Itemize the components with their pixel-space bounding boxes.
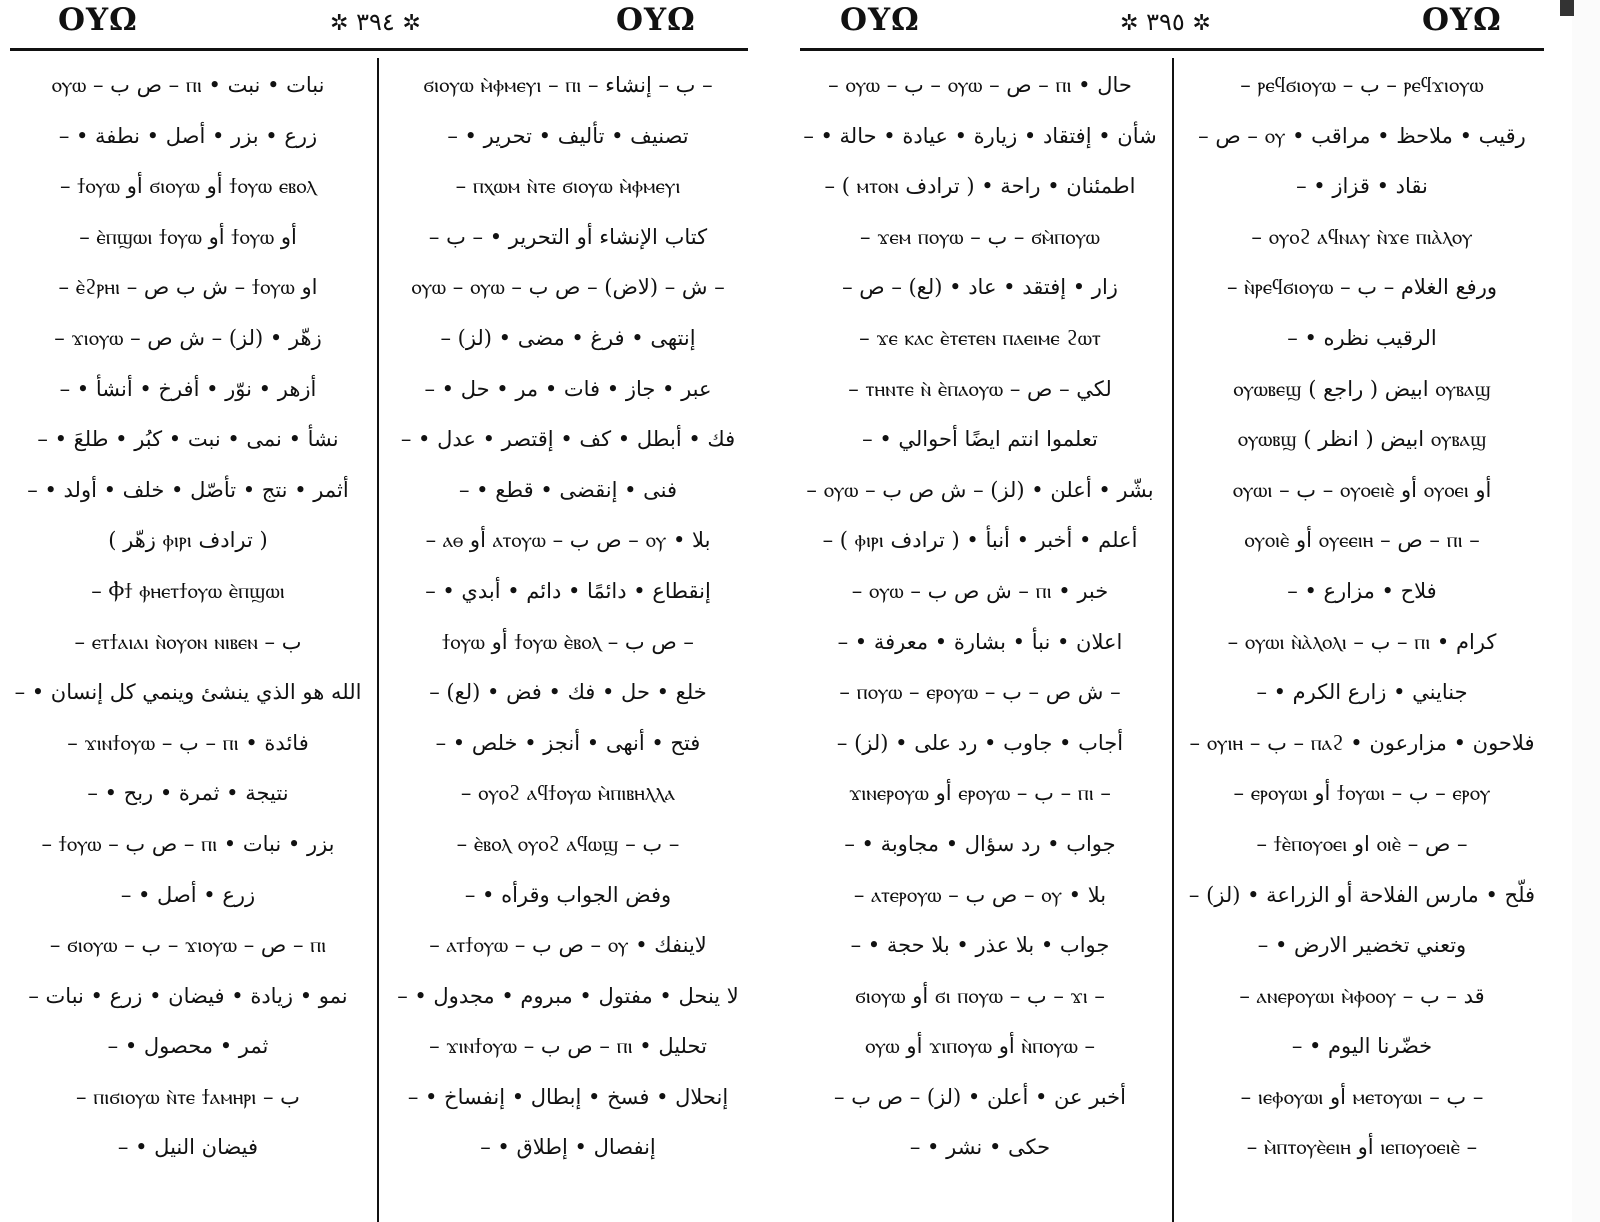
running-headword-right: ΟΥΩ [1422,2,1502,38]
column-divider [377,58,379,1222]
entry-line: ⲟⲩⲟⲓⲉ̀ أو ⲟⲩⲉⲉⲓⲏ – ص – ⲡⲓ – [1244,528,1480,553]
entry-line: أثمر • نتج • تأصّل • خلف • أولد • – [27,477,349,502]
entry-line: – ⲉ̀ⲃⲟⲗ ⲟⲩⲟϩ ⲁϥⲱϣ – ب – [456,831,680,856]
entry-line: فلّح • مارس الفلاحة أو الزراعة • (لز) – [1188,882,1536,907]
entry-line: ⲟⲩⲱⲃⲉϣ ( راجع ) ابيض ⲟⲩⲃⲁϣ [1233,376,1491,401]
header-rule [10,48,748,51]
entry-line: أخبر عن • أعلن • (لز) – ص ب – [834,1084,1126,1109]
entry-line: أو ⲟⲩⲟⲉⲓ أو ⲟⲩⲟⲉⲓⲉ̀ – ب – ⲟⲩⲱⲓ [1232,477,1492,502]
entry-line: – Ⲫϯ ⲫⲏⲉⲧϯⲟⲩⲱ ⲉ̀ⲡϣⲱⲓ [91,578,285,603]
entry-line: – ب – ⲙⲉⲧⲟⲩⲱⲓ أو ⲓⲉⲫⲟⲩⲱⲓ – [1240,1084,1484,1109]
entry-line: – ⲙ̀ⲡⲧⲟⲩⲉ̀ⲉⲓⲏ أو ⲓⲉⲡⲟⲩⲟⲉⲓⲉ̀ – [1246,1135,1478,1160]
column-inner [388,60,748,1173]
header-rule [800,48,1544,51]
entry-line: حكى • نشر • – [909,1135,1051,1160]
entry-line: ⲟⲩⲱ – ⲟⲩⲱ – ش – (لاض) – ص ب – [411,275,725,300]
column-outer [1182,60,1542,1173]
entry-line: نقاد • قزاز • – [1296,174,1428,199]
entry-line: إنقطاع • دائمًا • دائم • أبدي • – [425,578,711,603]
entry-line: لاينفك • ⲟⲩ – ص ب – ⲁⲧϯⲟⲩⲱ – [429,933,707,958]
entry-line: أجاب • جاوب • رد على • (لز) – [836,730,1124,755]
entry-line: فلاحون • مزارعون • ⲡⲁϩ – ب – ⲟⲩⲓⲏ – [1189,730,1535,755]
entry-line: خلع • حل • فك • فض • (لع) – [429,680,707,705]
ornament-icon: ✲ [402,11,421,36]
entry-line: الرقيب نظره • – [1287,325,1437,350]
entry-line: اطمئنان • راحة • ( ترادف ⲙⲧⲟⲛ ) – [824,174,1136,199]
entry-line: شأن • إفتقاد • زيارة • عيادة • حالة • – [803,123,1157,148]
entry-line: – ص – ⲟⲓⲉ̀ او ϯⲉ̀ⲡⲟⲩⲟⲉⲓ – [1256,831,1468,856]
entry-line: – ش ص – ب – ⲡⲟⲩⲱ – ⲉⲣⲟⲩⲱ – [839,680,1121,705]
entry-line: – ⲡⲭⲱⲙ ⲛ̀ⲧⲉ ϭⲓⲟⲩⲱ ⲙ̀ⲫⲙⲉⲩⲓ [455,174,681,199]
ornament-icon: ✲ [330,11,349,36]
entry-line: ثمر • محصول • – [107,1034,269,1059]
scan-edge-mark [1560,0,1574,16]
entry-line: نشأ • نمى • نبت • كبُر • طلعَ • – [37,427,339,452]
scan-margin [1572,0,1600,1222]
entry-line: جواب • رد سؤال • مجاوبة • – [844,831,1116,856]
entry-line: قد – ب – ⲁⲛⲉⲣⲟⲩⲱⲓ ⲙ̀ⲫⲟⲟⲩ – [1239,983,1485,1008]
entry-line: أزهر • نوّر • أفرخ • أنشأ • – [59,376,317,401]
page-header [0,2,760,46]
entry-line: حال • ⲡⲓ – ص – ⲟⲩⲱ – ب – ⲟⲩⲱ – [828,73,1132,97]
entry-line: – ⲉⲧϯⲁⲓⲁⲓ ⲛ̀ⲟⲩⲟⲛ ⲛⲓⲃⲉⲛ – ب [74,629,302,654]
entry-line: او ϯⲟⲩⲱ – ش ب ص – ⲉ̀ϩⲣⲏⲓ – [58,275,318,300]
entry-line: ϭⲓⲟⲩⲱ ⲙ̀ⲫⲙⲉⲩⲓ – ⲡⲓ – ب – إنشاء – [423,73,713,97]
page-header [800,2,1560,46]
entry-line: ϯⲟⲩⲱ أو ϯⲟⲩⲱ ⲉ̀ⲃⲟⲗ – ص ب – [442,629,694,654]
entry-line: فنى • إنقضى • قطع • – [458,477,678,502]
entry-line: نمو • زيادة • فيضان • زرع • نبات – [28,983,348,1008]
entry-line: زرع • بزر • أصل • نطفة • – [58,123,318,148]
entry-line: نتيجة • ثمرة • ربح • – [87,781,289,806]
entry-line: فتح • أنهى • أنجز • خلص • – [435,730,701,755]
right-page [800,0,1560,1222]
column-divider [1172,58,1174,1222]
entry-line: تعلموا انتم ايضًا أحوالي • – [862,427,1098,452]
entry-line: ⲟⲩⲱⲃϣ ( انظر ) ابيض ⲟⲩⲃⲁϣ [1237,427,1487,452]
entry-line: – ϫⲉⲙ ⲡⲟⲩⲱ – ب – ϭⲙ̀ⲡⲟⲩⲱ [860,224,1100,249]
entry-line: – ⲉⲣⲟⲩⲱⲓ أو ϯⲟⲩⲱⲓ – ب – ⲉⲣⲟⲩ [1233,781,1491,806]
entry-line: فلاح • مزارع • – [1287,578,1437,603]
entry-line: عبر • جاز • فات • مر • حل • – [424,376,712,401]
entry-line: إنفصال • إطلاق • – [480,1135,656,1160]
entry-line: زار • إفتقد • عاد • (لع) – ص – [842,275,1118,300]
entry-line: تصنيف • تأليف • تحرير • – [447,123,689,148]
entry-line: ورفع الغلام – ب – ⲛ̀ⲣⲉϥϭⲓⲟⲩⲱ – [1226,275,1497,300]
entry-line: اعلان • نبأ • بشارة • معرفة • – [837,629,1123,654]
entry-line: أو ϯⲟⲩⲱ أو ⲉ̀ⲡϣⲱⲓ ϯⲟⲩⲱ – [79,224,297,249]
page-number: ✲ ٣٩٤ ✲ [330,8,421,36]
entry-line: ⲟⲩⲱ أو ϫⲓⲡⲟⲩⲱ أو ⲛ̀ⲡⲟⲩⲱ – [864,1034,1096,1059]
entry-line: فك • أبطل • كف • إقتصر • عدل • – [400,427,736,452]
entry-line: كتاب الإنشاء أو التحرير • – ب – [428,224,708,249]
entry-line: ϭⲓⲟⲩⲱ أو ϭⲓ ⲡⲟⲩⲱ – ب – ϫⲓ – [855,983,1105,1008]
entry-line: جنايني • زارع الكرم • – [1256,680,1468,705]
entry-line: زرع • أصل • – [120,882,256,907]
entry-line: – ⲟⲩⲟϩ ⲁϥⲛⲁⲩ ⲛ̀ϫⲉ ⲡⲓⲁ̀ⲗⲟⲩ [1251,224,1473,249]
entry-line: إنحلال • فسخ • إبطال • إنفساخ • – [407,1084,729,1109]
column-inner [800,60,1160,1173]
entry-line: خضّرنا اليوم • – [1291,1034,1433,1059]
entry-line: – ϫⲉ ⲕⲁⲥ ⲉ̀ⲧⲉⲧⲉⲛ ⲡⲁⲉⲓⲙⲉ ϩⲱⲧ [859,325,1101,350]
entry-line: لا ينحل • مفتول • مبروم • مجدول • – [397,983,739,1008]
entry-line: بلا • ⲟⲩ – ص ب – ⲁⲧⲟⲩⲱ أو ⲁⲑ – [425,528,711,553]
entry-line: رقيب • ملاحظ • مراقب • ⲟⲩ – ص – [1198,123,1526,148]
entry-line: أعلم • أخبر • أنبأ • ( ترادف ⲫⲓⲣⲓ ) – [822,528,1138,553]
left-page [0,0,760,1222]
entry-line: نبات • نبت • ⲡⲓ – ص ب – ⲟⲩⲱ [51,73,325,97]
entry-line: فيضان النيل • – [117,1135,259,1160]
column-outer [8,60,368,1173]
entry-line: بلا • ⲟⲩ – ص ب – ⲁⲧⲉⲣⲟⲩⲱ – [853,882,1107,907]
entry-line: ( ترادف ⲫⲓⲣⲓ زهّر ) [108,528,268,553]
entry-line: – ⲡⲓϭⲓⲟⲩⲱ ⲛ̀ⲧⲉ ϯⲁⲙⲏⲣⲓ – ب [76,1084,300,1109]
entry-line: جواب • بلا عذر • بلا حجة • – [850,933,1110,958]
entry-line: خبر • ⲡⲓ – ش ص ب – ⲟⲩⲱ – [851,578,1109,603]
entry-line: – ϭⲓⲟⲩⲱ – ب – ϫⲓⲟⲩⲱ – ص – ⲡⲓ [49,933,327,958]
entry-line: – ϯⲟⲩⲱ أو ϭⲓⲟⲩⲱ أو ϯⲟⲩⲱ ⲉⲃⲟⲗ [60,174,316,199]
entry-line: ϫⲓⲛⲉⲣⲟⲩⲱ أو ⲉⲣⲟⲩⲱ – ب – ⲡⲓ – [849,781,1111,806]
entry-line: إنتهى • فرغ • مضى • (لز) – [440,325,696,350]
ornament-icon: ✲ [1120,11,1139,36]
running-headword-right: ΟΥΩ [616,2,696,38]
entry-line: زهّر • (لز) – ش ص – ϫⲓⲟⲩⲱ – [54,325,322,350]
entry-line: فائدة • ⲡⲓ – ب – ϫⲓⲛϯⲟⲩⲱ – [67,730,309,755]
entry-line: – ⲣⲉϥϭⲓⲟⲩⲱ – ب – ⲣⲉϥϫⲓⲟⲩⲱ [1240,73,1484,97]
page-number: ✲ ٣٩٥ ✲ [1120,8,1211,36]
entry-line: كرام • ⲡⲓ – ب – ⲟⲩⲱⲓ ⲛ̀ⲁ̀ⲗⲟⲗⲓ – [1227,629,1497,654]
running-headword-left: ΟΥΩ [840,2,920,38]
ornament-icon: ✲ [1192,11,1211,36]
entry-line: وتعني تخضير الارض • – [1257,933,1467,958]
running-headword-left: ΟΥΩ [58,2,138,38]
entry-line: لكي – ص – ⲧⲏⲛⲧⲉ ⲛ̀ ⲉ̀ⲡⲁⲟⲩⲱ – [848,376,1112,401]
entry-line: بشّر • أعلن • (لز) – ش ص ب – ⲟⲩⲱ – [806,477,1154,502]
entry-line: تحليل • ⲡⲓ – ص ب – ϫⲓⲛϯⲟⲩⲱ – [429,1034,707,1059]
entry-line: – ⲟⲩⲟϩ ⲁϥϯⲟⲩⲱ ⲙ̀ⲡⲓⲃⲏⲗⲗⲁ [460,781,676,806]
entry-line: الله هو الذي ينشئ وينمي كل إنسان • – [14,680,362,705]
entry-line: بزر • نبات • ⲡⲓ – ص ب – ϯⲟⲩⲱ – [41,831,335,856]
entry-line: وفض الجواب وقرأه • – [464,882,672,907]
